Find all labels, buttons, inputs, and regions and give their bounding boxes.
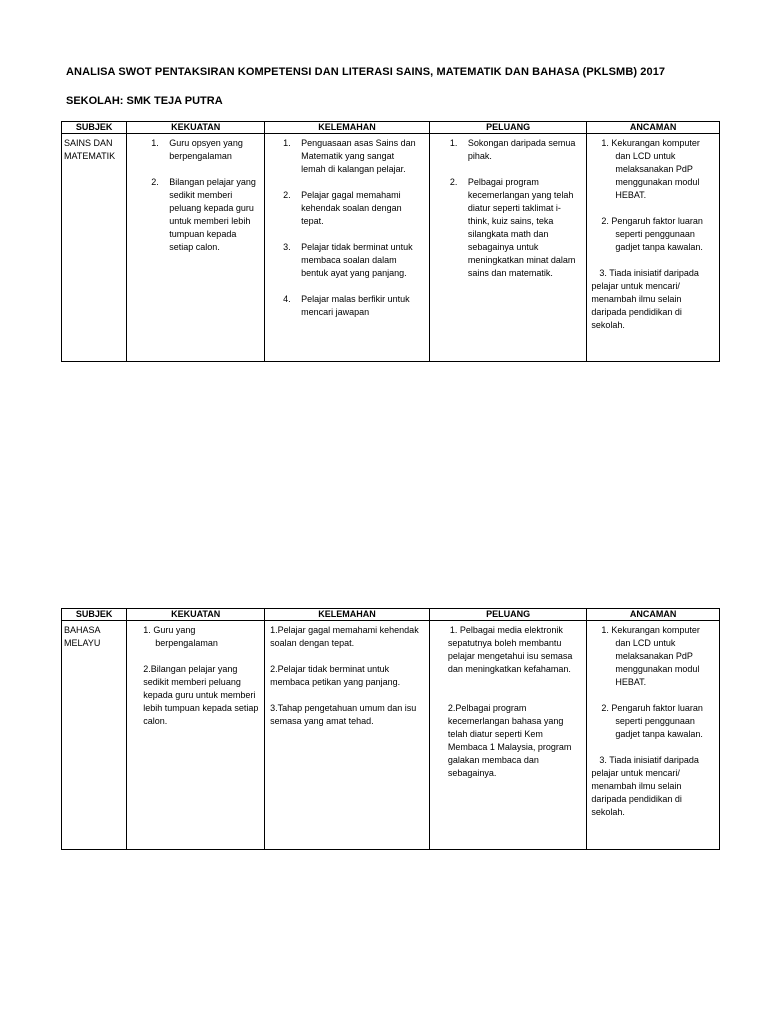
- header-kekuatan: KEKUATAN: [127, 122, 265, 134]
- list-item: 1. Pelbagai media elektronik sepatutnya boleh membantu pelajar mengetahui isu semasa dan meningkatkan kefahaman.: [447, 625, 573, 674]
- table-row: [62, 621, 720, 850]
- list-item: 1. Kekurangan komputer dan LCD untuk melaksanakan PdP menggunakan modul HEBAT.: [601, 138, 700, 200]
- list-item: 3. Tiada inisiatif daripada pelajar untuk mencari/ menambah ilmu selain daripada pendidikan di sekolah.: [591, 755, 699, 817]
- cell-subjek: [62, 134, 127, 362]
- list-item: 3. Tiada inisiatif daripada pelajar untuk mencari/ menambah ilmu selain daripada pendidikan di sekolah.: [591, 268, 699, 330]
- header-ancaman: ANCAMAN: [587, 609, 720, 621]
- list-item: 2.Pelajar tidak berminat untuk membaca petikan yang panjang.: [270, 664, 401, 687]
- list-item: 2. Bilangan pelajar yang sedikit memberi peluang kepada guru untuk memberi lebih tumpuan kepada setiap calon.: [151, 177, 256, 252]
- list-item: 1. Guru opsyen yang berpengalaman: [151, 138, 243, 161]
- subjek-label: BAHASA MELAYU: [64, 625, 101, 648]
- list-item: 1. Penguasaan asas Sains dan Matematik yang sangat lemah di kalangan pelajar.: [283, 138, 416, 174]
- list-item: 2. Pengaruh faktor luaran seperti penggunaan gadjet tanpa kawalan.: [601, 703, 703, 739]
- list-item: 1. Kekurangan komputer dan LCD untuk melaksanakan PdP menggunakan modul HEBAT.: [601, 625, 700, 687]
- list-item: 2. Pengaruh faktor luaran seperti penggunaan gadjet tanpa kawalan.: [601, 216, 703, 252]
- header-peluang: PELUANG: [429, 122, 587, 134]
- list-item: 2. Pelajar gagal memahami kehendak soalan dengan tepat.: [283, 190, 402, 226]
- cell-subjek: [62, 621, 127, 850]
- list-item: 2. Pelbagai program kecemerlangan yang telah diatur seperti taklimat i-think, kuiz sains, teka silangkata math dan sebagainya untuk meningkatkan minat dalam sains dan matematik.: [449, 177, 576, 278]
- list-item: 3.Tahap pengetahuan umum dan isu semasa yang amat tehad.: [270, 703, 417, 726]
- cell-peluang: [429, 134, 587, 362]
- table-row: [62, 134, 720, 362]
- cell-kekuatan: [127, 621, 265, 850]
- subjek-label: SAINS DAN MATEMATIK: [64, 138, 116, 161]
- list-item: 1.Pelajar gagal memahami kehendak soalan dengan tepat.: [270, 625, 419, 648]
- header-kekuatan: KEKUATAN: [127, 609, 265, 621]
- header-ancaman: ANCAMAN: [587, 122, 720, 134]
- header-kelemahan: KELEMAHAN: [265, 609, 430, 621]
- header-subjek: SUBJEK: [62, 122, 127, 134]
- cell-kekuatan: [127, 134, 265, 362]
- list-item: 4. Pelajar malas berfikir untuk mencari jawapan: [283, 294, 410, 317]
- header-peluang: PELUANG: [429, 609, 587, 621]
- cell-ancaman: [587, 621, 720, 850]
- list-item: 1. Guru yang berpengalaman: [143, 625, 218, 648]
- list-item: 2.Pelbagai program kecemerlangan bahasa yang telah diatur seperti Kem Membaca 1 Malaysia, program galakan membaca dan sebagainya.: [447, 703, 572, 778]
- cell-peluang: [429, 621, 587, 850]
- table-header-row: [62, 122, 720, 134]
- header-kelemahan: KELEMAHAN: [265, 122, 430, 134]
- swot-table-bahasa-melayu: [61, 608, 720, 850]
- header-subjek: SUBJEK: [62, 609, 127, 621]
- list-item: 3. Pelajar tidak berminat untuk membaca soalan dalam bentuk ayat yang panjang.: [283, 242, 413, 278]
- cell-ancaman: [587, 134, 720, 362]
- document-title: ANALISA SWOT PENTAKSIRAN KOMPETENSI DAN LITERASI SAINS, MATEMATIK DAN BAHASA (PKLSMB) 2017: [66, 66, 666, 78]
- swot-table-sains-matematik: [61, 121, 720, 362]
- cell-kelemahan: [265, 621, 430, 850]
- cell-kelemahan: [265, 134, 430, 362]
- school-name: SEKOLAH: SMK TEJA PUTRA: [66, 95, 223, 107]
- table-header-row: [62, 609, 720, 621]
- list-item: 1. Sokongan daripada semua pihak.: [449, 138, 576, 161]
- list-item: 2.Bilangan pelajar yang sedikit memberi peluang kepada guru untuk memberi lebih tumpuan kepada setiap calon.: [143, 664, 259, 726]
